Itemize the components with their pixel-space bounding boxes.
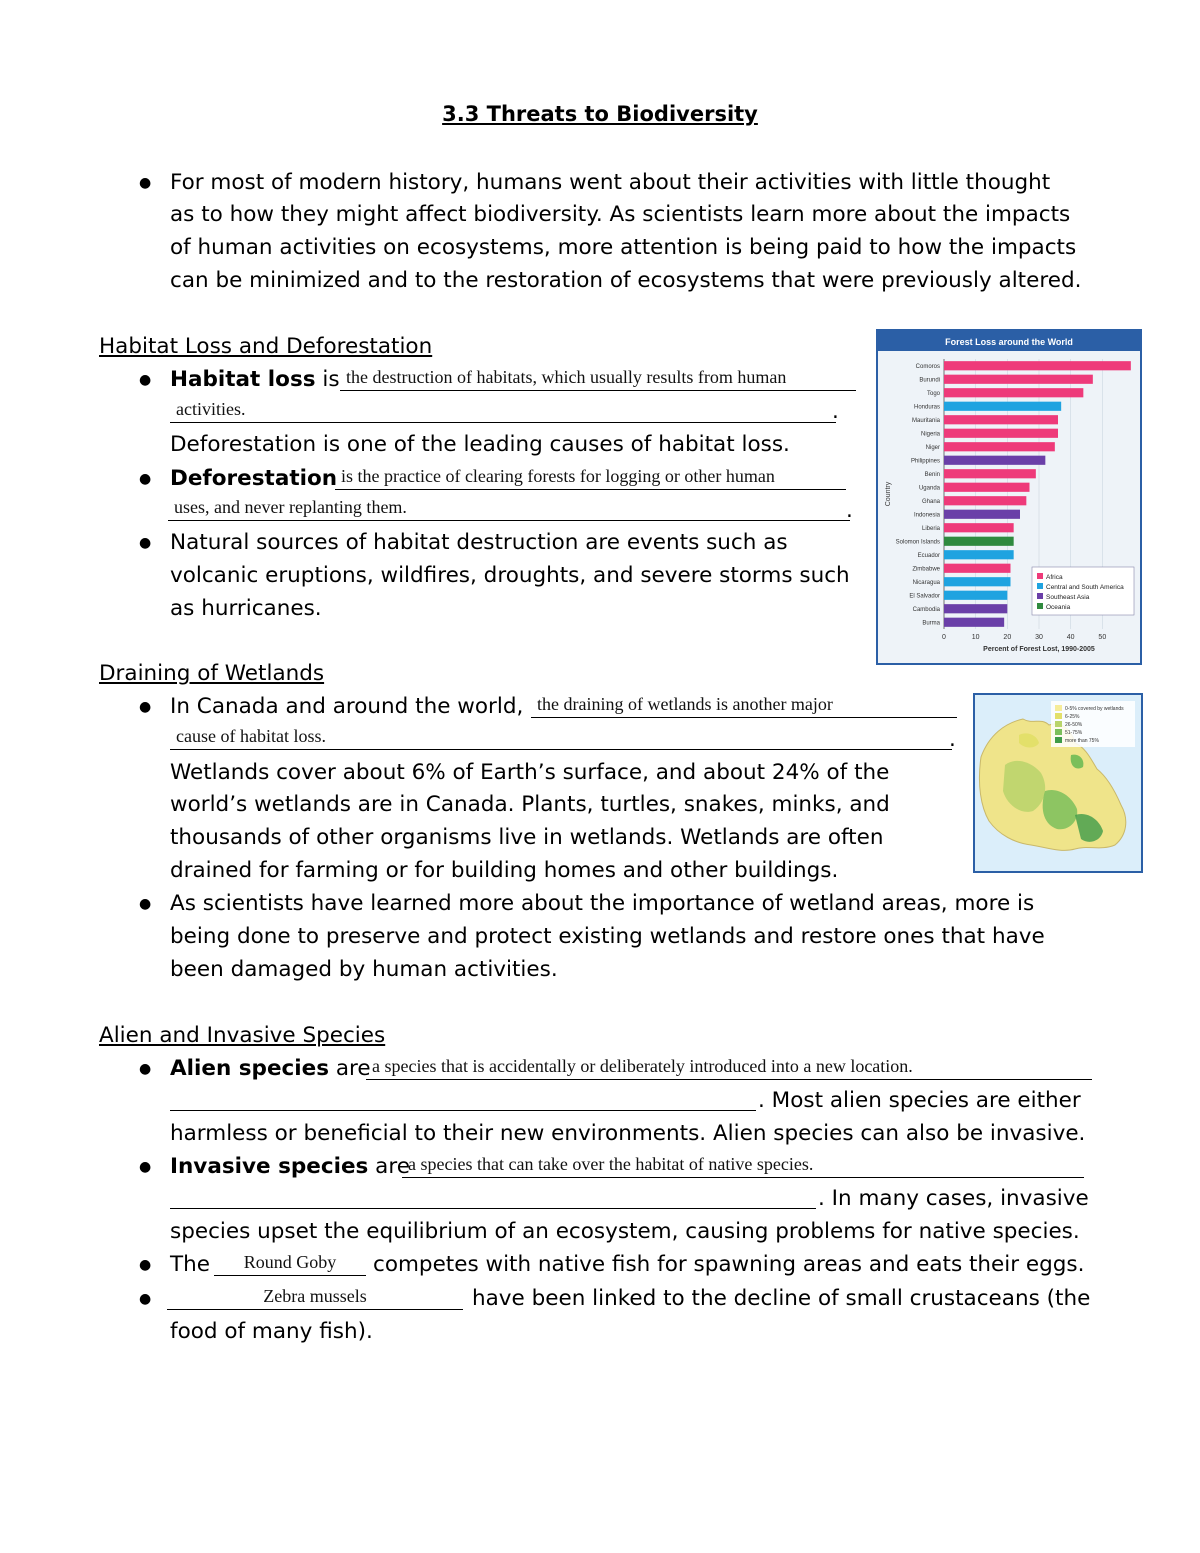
map-legend-swatch	[1055, 737, 1062, 743]
alien-b1-after2: . Most alien species are either	[758, 1088, 1081, 1113]
period: .	[846, 498, 853, 523]
period: .	[949, 727, 956, 752]
zebra-mussels-answer[interactable]: Zebra mussels	[167, 1283, 463, 1310]
bullet-icon: ●	[139, 372, 152, 388]
category-label: Uganda	[918, 485, 940, 492]
bullet-icon: ●	[139, 699, 152, 715]
map-legend-label: 6-25%	[1065, 714, 1080, 720]
wetlands-b1-line1: Wetlands cover about 6% of Earth’s surface, and about 24% of the	[170, 760, 890, 785]
x-tick-label: 30	[1035, 634, 1043, 641]
map-legend-label: 51-75%	[1065, 730, 1083, 736]
forest-loss-chart-svg	[878, 331, 1140, 663]
habitat-b1-term: Habitat loss is	[170, 367, 340, 392]
alien-b2-after2: . In many cases, invasive	[818, 1186, 1089, 1211]
bar-nigeria	[944, 429, 1058, 438]
category-label: Burundi	[919, 377, 940, 384]
chart-title: Forest Loss around the World	[945, 337, 1073, 347]
x-tick-label: 40	[1066, 634, 1075, 641]
alien-species-answer-1[interactable]: a species that is accidentally or deliberately introduced into a new location.	[366, 1053, 1092, 1080]
map-legend-swatch	[1055, 713, 1062, 719]
alien-b4-after: have been linked to the decline of small crustaceans (the	[472, 1286, 1091, 1311]
bullet-icon: ●	[139, 471, 152, 487]
category-label: Philippines	[910, 458, 940, 465]
bullet-icon: ●	[139, 1159, 152, 1175]
forest-loss-chart	[876, 329, 1142, 665]
invasive-species-answer-1[interactable]: a species that can take over the habitat of native species.	[402, 1151, 1084, 1178]
alien-b3-after: competes with native fish for spawning areas and eats their eggs.	[373, 1252, 1085, 1277]
wetlands-b2-line3: been damaged by human activities.	[170, 957, 558, 982]
map-legend-swatch	[1055, 721, 1062, 727]
canada-wetlands-map-svg	[975, 695, 1141, 871]
category-label: El Salvador	[909, 593, 940, 600]
legend-swatch	[1037, 603, 1043, 609]
wetlands-b2-line2: being done to preserve and protect existing wetlands and restore ones that have	[170, 924, 1045, 949]
bar-ghana	[944, 496, 1026, 505]
alien-b3-before: The	[170, 1252, 210, 1277]
category-label: Indonesia	[913, 512, 940, 519]
category-label: Solomon Islands	[895, 539, 940, 546]
bar-cambodia	[944, 604, 1007, 613]
y-axis-label: Country	[885, 481, 892, 507]
deforestation-answer-2[interactable]: uses, and never replanting them.	[168, 494, 850, 521]
intro-line-4: can be minimized and to the restoration of ecosystems that were previously altered.	[170, 268, 1082, 293]
alien-b4-line2: food of many fish).	[170, 1319, 373, 1344]
x-tick-label: 20	[1003, 634, 1012, 641]
bar-uganda	[944, 483, 1030, 492]
bullet-icon: ●	[139, 1257, 152, 1273]
category-label: Cambodia	[912, 607, 940, 614]
section-heading-habitat: Habitat Loss and Deforestation	[99, 334, 433, 359]
habitat-loss-answer-2[interactable]: activities.	[170, 396, 836, 423]
x-tick-label: 50	[1098, 634, 1107, 641]
category-label: Togo	[926, 391, 940, 398]
legend-label: Central and South America	[1046, 584, 1124, 591]
bar-zimbabwe	[944, 564, 1011, 573]
habitat-b2-term: Deforestation	[170, 466, 338, 491]
category-label: Ghana	[921, 499, 940, 506]
category-label: Zimbabwe	[912, 566, 940, 573]
legend-label: Africa	[1046, 574, 1063, 581]
map-legend-swatch	[1055, 705, 1062, 711]
category-label: Nigeria	[920, 431, 940, 438]
habitat-loss-answer-1[interactable]: the destruction of habitats, which usually results from human	[340, 364, 856, 391]
period: .	[832, 399, 839, 424]
canada-wetlands-map	[973, 693, 1143, 873]
x-tick-label: 0	[942, 634, 946, 641]
legend-label: Southeast Asia	[1046, 594, 1090, 601]
alien-b1-line3: harmless or beneficial to their new environments. Alien species can also be invasive.	[170, 1121, 1086, 1146]
alien-b1-term: Alien species are	[170, 1056, 371, 1081]
wetlands-b1-line4: drained for farming or for building homes and other buildings.	[170, 858, 839, 883]
invasive-species-answer-2[interactable]	[170, 1182, 816, 1209]
intro-line-1: For most of modern history, humans went about their activities with little thought	[170, 170, 1051, 195]
map-legend-label: more than 75%	[1065, 738, 1099, 744]
category-label: Comoros	[915, 364, 940, 371]
legend-swatch	[1037, 593, 1043, 599]
bar-mauritania	[944, 415, 1058, 424]
bar-comoros	[944, 361, 1131, 370]
bar-solomon-islands	[944, 537, 1014, 546]
intro-line-2: as to how they might affect biodiversity. As scientists learn more about the impacts	[170, 202, 1071, 227]
bar-ecuador	[944, 550, 1014, 559]
wetlands-b1-line3: thousands of other organisms live in wetlands. Wetlands are often	[170, 825, 884, 850]
wetlands-b1-text: In Canada and around the world,	[170, 694, 524, 719]
category-label: Mauritania	[911, 418, 940, 425]
x-axis-label: Percent of Forest Lost, 1990-2005	[983, 646, 1095, 653]
bar-honduras	[944, 402, 1061, 411]
bar-burundi	[944, 375, 1093, 384]
bar-nicaragua	[944, 577, 1011, 586]
bar-philippines	[944, 456, 1045, 465]
category-label: Burma	[922, 620, 940, 627]
alien-b2-line3: species upset the equilibrium of an ecosystem, causing problems for native species.	[170, 1219, 1080, 1244]
x-tick-label: 10	[971, 634, 980, 641]
section-heading-alien: Alien and Invasive Species	[99, 1023, 386, 1048]
map-legend-label: 26-50%	[1065, 722, 1083, 728]
category-label: Ecuador	[917, 553, 940, 560]
category-label: Benin	[924, 472, 940, 479]
category-label: Niger	[925, 445, 940, 452]
map-legend-label: 0-5% covered by wetlands	[1065, 706, 1124, 712]
category-label: Honduras	[913, 404, 940, 411]
bullet-icon: ●	[139, 535, 152, 551]
bar-benin	[944, 469, 1036, 478]
bullet-icon: ●	[139, 1291, 152, 1307]
deforestation-answer-1[interactable]: is the practice of clearing forests for logging or other human	[335, 463, 846, 490]
bar-liberia	[944, 523, 1014, 532]
section-heading-wetlands: Draining of Wetlands	[99, 661, 325, 686]
category-label: Liberia	[921, 526, 940, 533]
bar-niger	[944, 442, 1055, 451]
habitat-b3-line3: as hurricanes.	[170, 596, 322, 621]
bullet-icon: ●	[139, 175, 152, 191]
legend-swatch	[1037, 583, 1043, 589]
bar-togo	[944, 388, 1083, 397]
legend-swatch	[1037, 573, 1043, 579]
legend-label: Oceania	[1046, 604, 1071, 611]
round-goby-answer[interactable]: Round Goby	[214, 1249, 366, 1276]
bar-el-salvador	[944, 591, 1007, 600]
habitat-b3-line2: volcanic eruptions, wildfires, droughts, and severe storms such	[170, 563, 850, 588]
wetlands-b1-line2: world’s wetlands are in Canada. Plants, turtles, snakes, minks, and	[170, 792, 890, 817]
wetlands-answer-2[interactable]: cause of habitat loss.	[170, 723, 952, 750]
wetlands-b2-line1: As scientists have learned more about the importance of wetland areas, more is	[170, 891, 1035, 916]
wetlands-answer-1[interactable]: the draining of wetlands is another major	[531, 691, 957, 718]
alien-species-answer-2[interactable]	[170, 1084, 756, 1111]
habitat-b3-line1: Natural sources of habitat destruction are events such as	[170, 530, 788, 555]
habitat-b1-line3: Deforestation is one of the leading causes of habitat loss.	[170, 432, 790, 457]
bar-indonesia	[944, 510, 1020, 519]
bullet-icon: ●	[139, 1061, 152, 1077]
category-label: Nicaragua	[912, 580, 940, 587]
alien-b2-term: Invasive species are	[170, 1154, 410, 1179]
bar-burma	[944, 618, 1004, 627]
page-title: 3.3 Threats to Biodiversity	[442, 102, 758, 126]
map-legend-swatch	[1055, 729, 1062, 735]
intro-line-3: of human activities on ecosystems, more attention is being paid to how the impacts	[170, 235, 1077, 260]
bullet-icon: ●	[139, 896, 152, 912]
